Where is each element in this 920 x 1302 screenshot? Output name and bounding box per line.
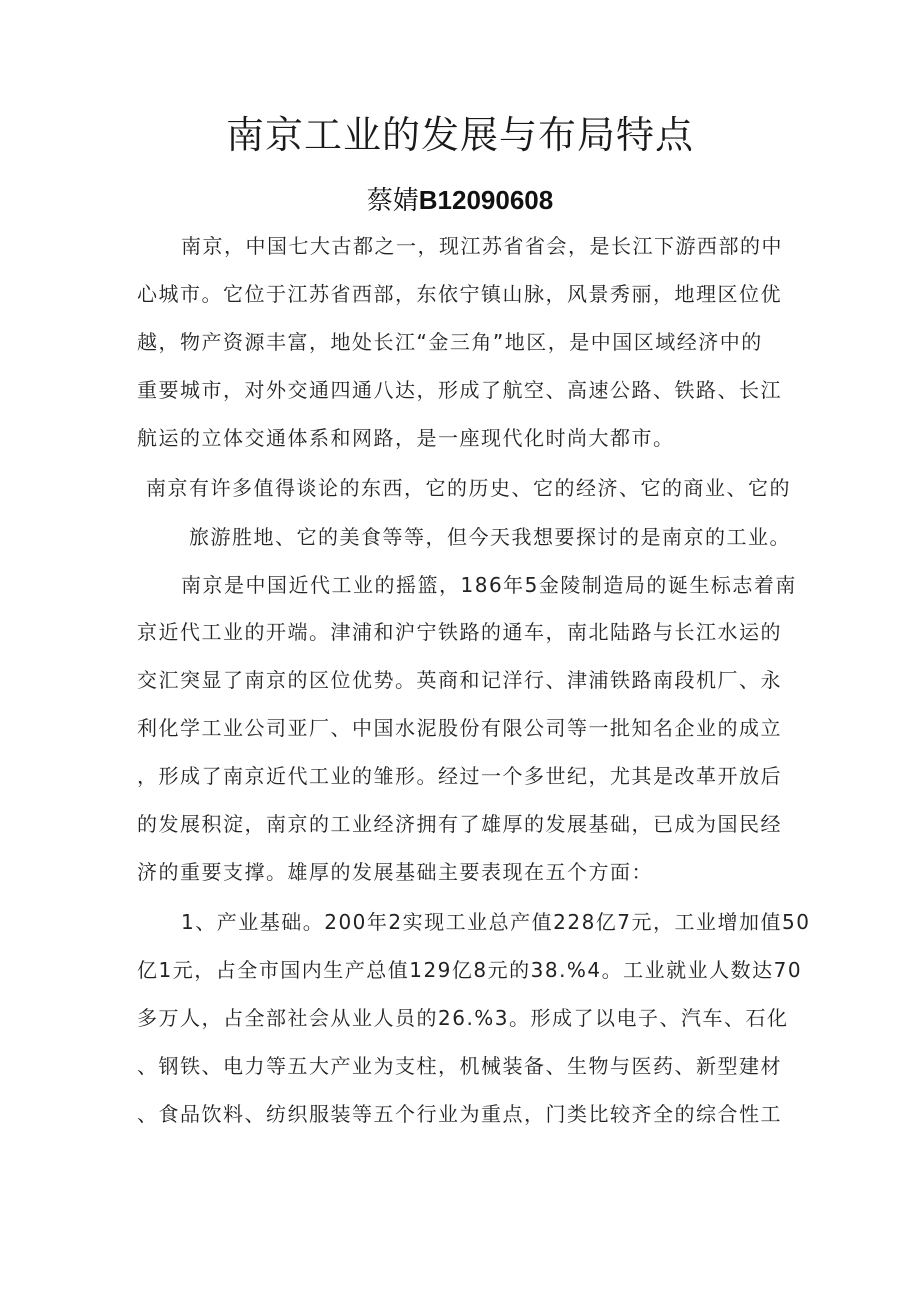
text-line: 济的重要支撑。雄厚的发展基础主要表现在五个方面： [137, 860, 653, 884]
text-line: 南京，中国七大古都之一，现江苏省省会，是长江下游西部的中 [181, 234, 783, 258]
text-line: 交汇突显了南京的区位优势。英商和记洋行、津浦铁路南段机厂、永 [137, 668, 782, 692]
text-line: 航运的立体交通体系和网路，是一座现代化时尚大都市。 [137, 426, 675, 450]
author-name: 蔡婧 [366, 186, 419, 216]
text-line: 南京是中国近代工业的摇篮，186年5金陵制造局的诞生标志着南 [181, 573, 797, 597]
text-line: 多万人，占全部社会从业人员的26.%3。形成了以电子、汽车、石化 [137, 1006, 789, 1030]
author-id: B12090608 [418, 185, 554, 215]
text-line: 1、产业基础。200年2实现工业总产值228亿7元，工业增加值50 [181, 910, 811, 934]
text-line: ，形成了南京近代工业的雏形。经过一个多世纪，尤其是改革开放后 [137, 764, 782, 788]
text-line: 南京有许多值得谈论的东西，它的历史、它的经济、它的商业、它的 [146, 476, 791, 500]
text-line: 、食品饮料、纺织服装等五个行业为重点，门类比较齐全的综合性工 [137, 1102, 782, 1126]
text-line: 京近代工业的开端。津浦和沪宁铁路的通车，南北陆路与长江水运的 [137, 620, 782, 644]
text-line: 心城市。它位于江苏省西部，东依宁镇山脉，风景秀丽，地理区位优 [137, 282, 782, 306]
document-title: 南京工业的发展与布局特点 [225, 113, 694, 157]
text-line: 越，物产资源丰富，地处长江“金三角”地区，是中国区域经济中的 [137, 330, 763, 354]
text-line: 、钢铁、电力等五大产业为支柱，机械装备、生物与医药、新型建材 [137, 1054, 782, 1078]
text-line: 重要城市，对外交通四通八达，形成了航空、高速公路、铁路、长江 [137, 378, 782, 402]
author-line [0, 182, 920, 219]
text-line: 的发展积淀，南京的工业经济拥有了雄厚的发展基础，已成为国民经 [137, 812, 782, 836]
text-line: 利化学工业公司亚厂、中国水泥股份有限公司等一批知名企业的成立 [137, 716, 782, 740]
text-line: 亿1元，占全市国内生产总值129亿8元的38.%4。工业就业人数达70 [137, 958, 803, 982]
text-line: 旅游胜地、它的美食等等，但今天我想要探讨的是南京的工业。 [189, 525, 791, 549]
